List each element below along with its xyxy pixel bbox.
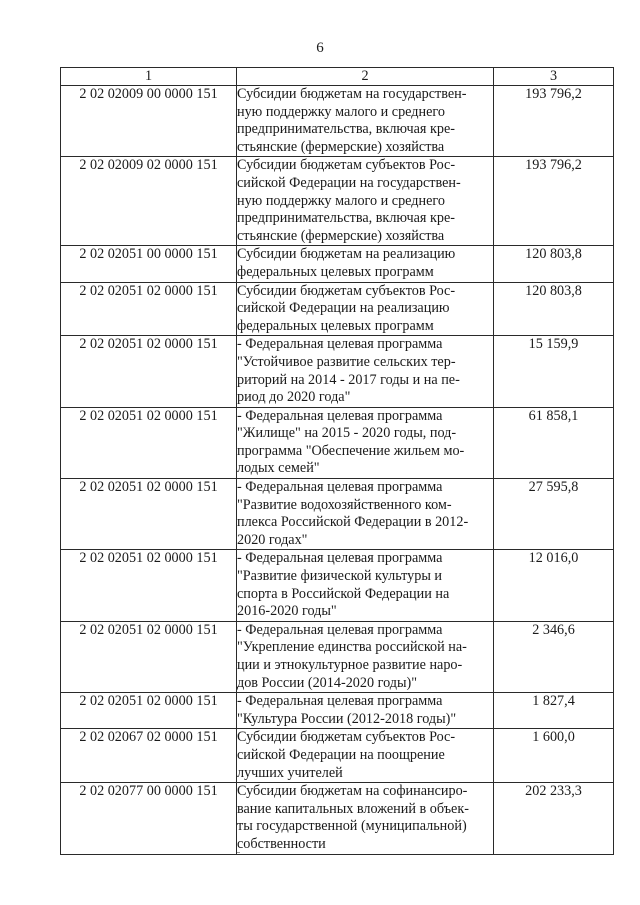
- revenue-description: [237, 550, 494, 621]
- description-line: ную поддержку малого и среднего: [237, 192, 445, 209]
- budget-classification-code: 2 02 02077 00 0000 151: [61, 783, 237, 854]
- revenue-description: [237, 246, 494, 282]
- revenue-description: [237, 621, 494, 692]
- description-line: дов России (2014-2020 годы)": [237, 674, 418, 691]
- description-line: лучших учителей: [237, 764, 343, 781]
- scan-speck: [237, 852, 240, 853]
- amount-value: 61 858,1: [494, 407, 614, 478]
- table-row: [61, 246, 614, 282]
- revenue-description: [237, 86, 494, 157]
- budget-revenue-table: [60, 67, 614, 855]
- table-row: [61, 729, 614, 783]
- table-row: [61, 621, 614, 692]
- table-row: [61, 407, 614, 478]
- budget-classification-code: 2 02 02051 02 0000 151: [61, 336, 237, 407]
- description-line: сийской Федерации на реализацию: [237, 300, 450, 317]
- revenue-description: [237, 783, 494, 854]
- description-line: лодых семей": [237, 460, 320, 477]
- column-header-amount: 3: [494, 68, 614, 86]
- description-line: "Устойчивое развитие сельских тер-: [237, 353, 456, 370]
- description-line: - Федеральная целевая программа: [237, 336, 443, 353]
- table-body: [61, 86, 614, 855]
- amount-value: 2 346,6: [494, 621, 614, 692]
- budget-classification-code: 2 02 02051 02 0000 151: [61, 282, 237, 336]
- description-line: стьянские (фермерские) хозяйства: [237, 227, 445, 244]
- description-line: - Федеральная целевая программа: [237, 550, 443, 567]
- description-line: "Развитие физической культуры и: [237, 568, 443, 585]
- revenue-description: [237, 693, 494, 729]
- budget-classification-code: 2 02 02051 02 0000 151: [61, 550, 237, 621]
- description-line: ную поддержку малого и среднего: [237, 103, 445, 120]
- description-line: собственности: [237, 835, 326, 852]
- table-header-row: [61, 68, 614, 86]
- amount-value: 12 016,0: [494, 550, 614, 621]
- table-row: [61, 479, 614, 550]
- description-line: 2016-2020 годы": [237, 603, 337, 620]
- description-line: плекса Российской Федерации в 2012-: [237, 514, 469, 531]
- table-row: [61, 336, 614, 407]
- description-line: Субсидии бюджетам на государствен-: [237, 86, 467, 102]
- description-line: сийской Федерации на государствен-: [237, 174, 461, 191]
- amount-value: 1 827,4: [494, 693, 614, 729]
- description-line: спорта в Российской Федерации на: [237, 585, 450, 602]
- table-row: [61, 282, 614, 336]
- description-line: - Федеральная целевая программа: [237, 407, 443, 424]
- budget-classification-code: 2 02 02009 02 0000 151: [61, 157, 237, 246]
- description-line: ции и этнокультурное развитие наро-: [237, 657, 463, 673]
- amount-value: 202 233,3: [494, 783, 614, 854]
- revenue-description: [237, 282, 494, 336]
- budget-classification-code: 2 02 02051 00 0000 151: [61, 246, 237, 282]
- description-line: предпринимательства, включая кре-: [237, 121, 455, 138]
- revenue-description: [237, 336, 494, 407]
- description-line: риторий на 2014 - 2017 годы и на пе-: [237, 371, 460, 388]
- description-line: федеральных целевых программ: [237, 263, 434, 280]
- budget-classification-code: 2 02 02051 02 0000 151: [61, 693, 237, 729]
- description-line: стьянские (фермерские) хозяйства: [237, 138, 445, 155]
- description-line: Субсидии бюджетам субъектов Рос-: [237, 282, 456, 299]
- description-line: федеральных целевых программ: [237, 317, 434, 334]
- description-line: - Федеральная целевая программа: [237, 479, 443, 496]
- amount-value: 27 595,8: [494, 479, 614, 550]
- description-line: - Федеральная целевая программа: [237, 621, 443, 638]
- revenue-description: [237, 479, 494, 550]
- description-line: "Развитие водохозяйственного ком-: [237, 496, 452, 513]
- description-line: "Жилище" на 2015 - 2020 годы, под-: [237, 425, 457, 442]
- amount-value: 1 600,0: [494, 729, 614, 783]
- page-number: 6: [316, 40, 324, 56]
- description-line: Субсидии бюджетам субъектов Рос-: [237, 157, 456, 174]
- table-row: [61, 86, 614, 157]
- amount-value: 120 803,8: [494, 246, 614, 282]
- description-line: 2020 годах": [237, 531, 308, 548]
- description-line: Субсидии бюджетам субъектов Рос-: [237, 729, 456, 746]
- table-row: [61, 550, 614, 621]
- table-row: [61, 157, 614, 246]
- amount-value: 193 796,2: [494, 86, 614, 157]
- revenue-description: [237, 729, 494, 783]
- description-line: предпринимательства, включая кре-: [237, 210, 455, 227]
- description-line: Субсидии бюджетам на реализацию: [237, 246, 456, 263]
- description-line: - Федеральная целевая программа: [237, 693, 443, 710]
- amount-value: 15 159,9: [494, 336, 614, 407]
- description-line: ты государственной (муниципальной): [237, 818, 467, 835]
- description-line: Субсидии бюджетам на софинансиро-: [237, 783, 468, 800]
- description-line: программа "Обеспечение жильем мо-: [237, 442, 465, 459]
- revenue-description: [237, 407, 494, 478]
- description-line: "Укрепление единства российской на-: [237, 639, 467, 656]
- budget-classification-code: 2 02 02051 02 0000 151: [61, 479, 237, 550]
- description-line: вание капитальных вложений в объек-: [237, 800, 469, 817]
- budget-classification-code: 2 02 02067 02 0000 151: [61, 729, 237, 783]
- column-header-code: 1: [61, 68, 237, 86]
- description-line: сийской Федерации на поощрение: [237, 746, 445, 763]
- description-line: "Культура России (2012-2018 годы)": [237, 710, 457, 727]
- description-line: риод до 2020 года": [237, 389, 351, 406]
- amount-value: 120 803,8: [494, 282, 614, 336]
- budget-classification-code: 2 02 02051 02 0000 151: [61, 621, 237, 692]
- revenue-description: [237, 157, 494, 246]
- amount-value: 193 796,2: [494, 157, 614, 246]
- budget-classification-code: 2 02 02051 02 0000 151: [61, 407, 237, 478]
- table-row: [61, 783, 614, 854]
- column-header-description: 2: [237, 68, 494, 86]
- table-row: [61, 693, 614, 729]
- budget-classification-code: 2 02 02009 00 0000 151: [61, 86, 237, 157]
